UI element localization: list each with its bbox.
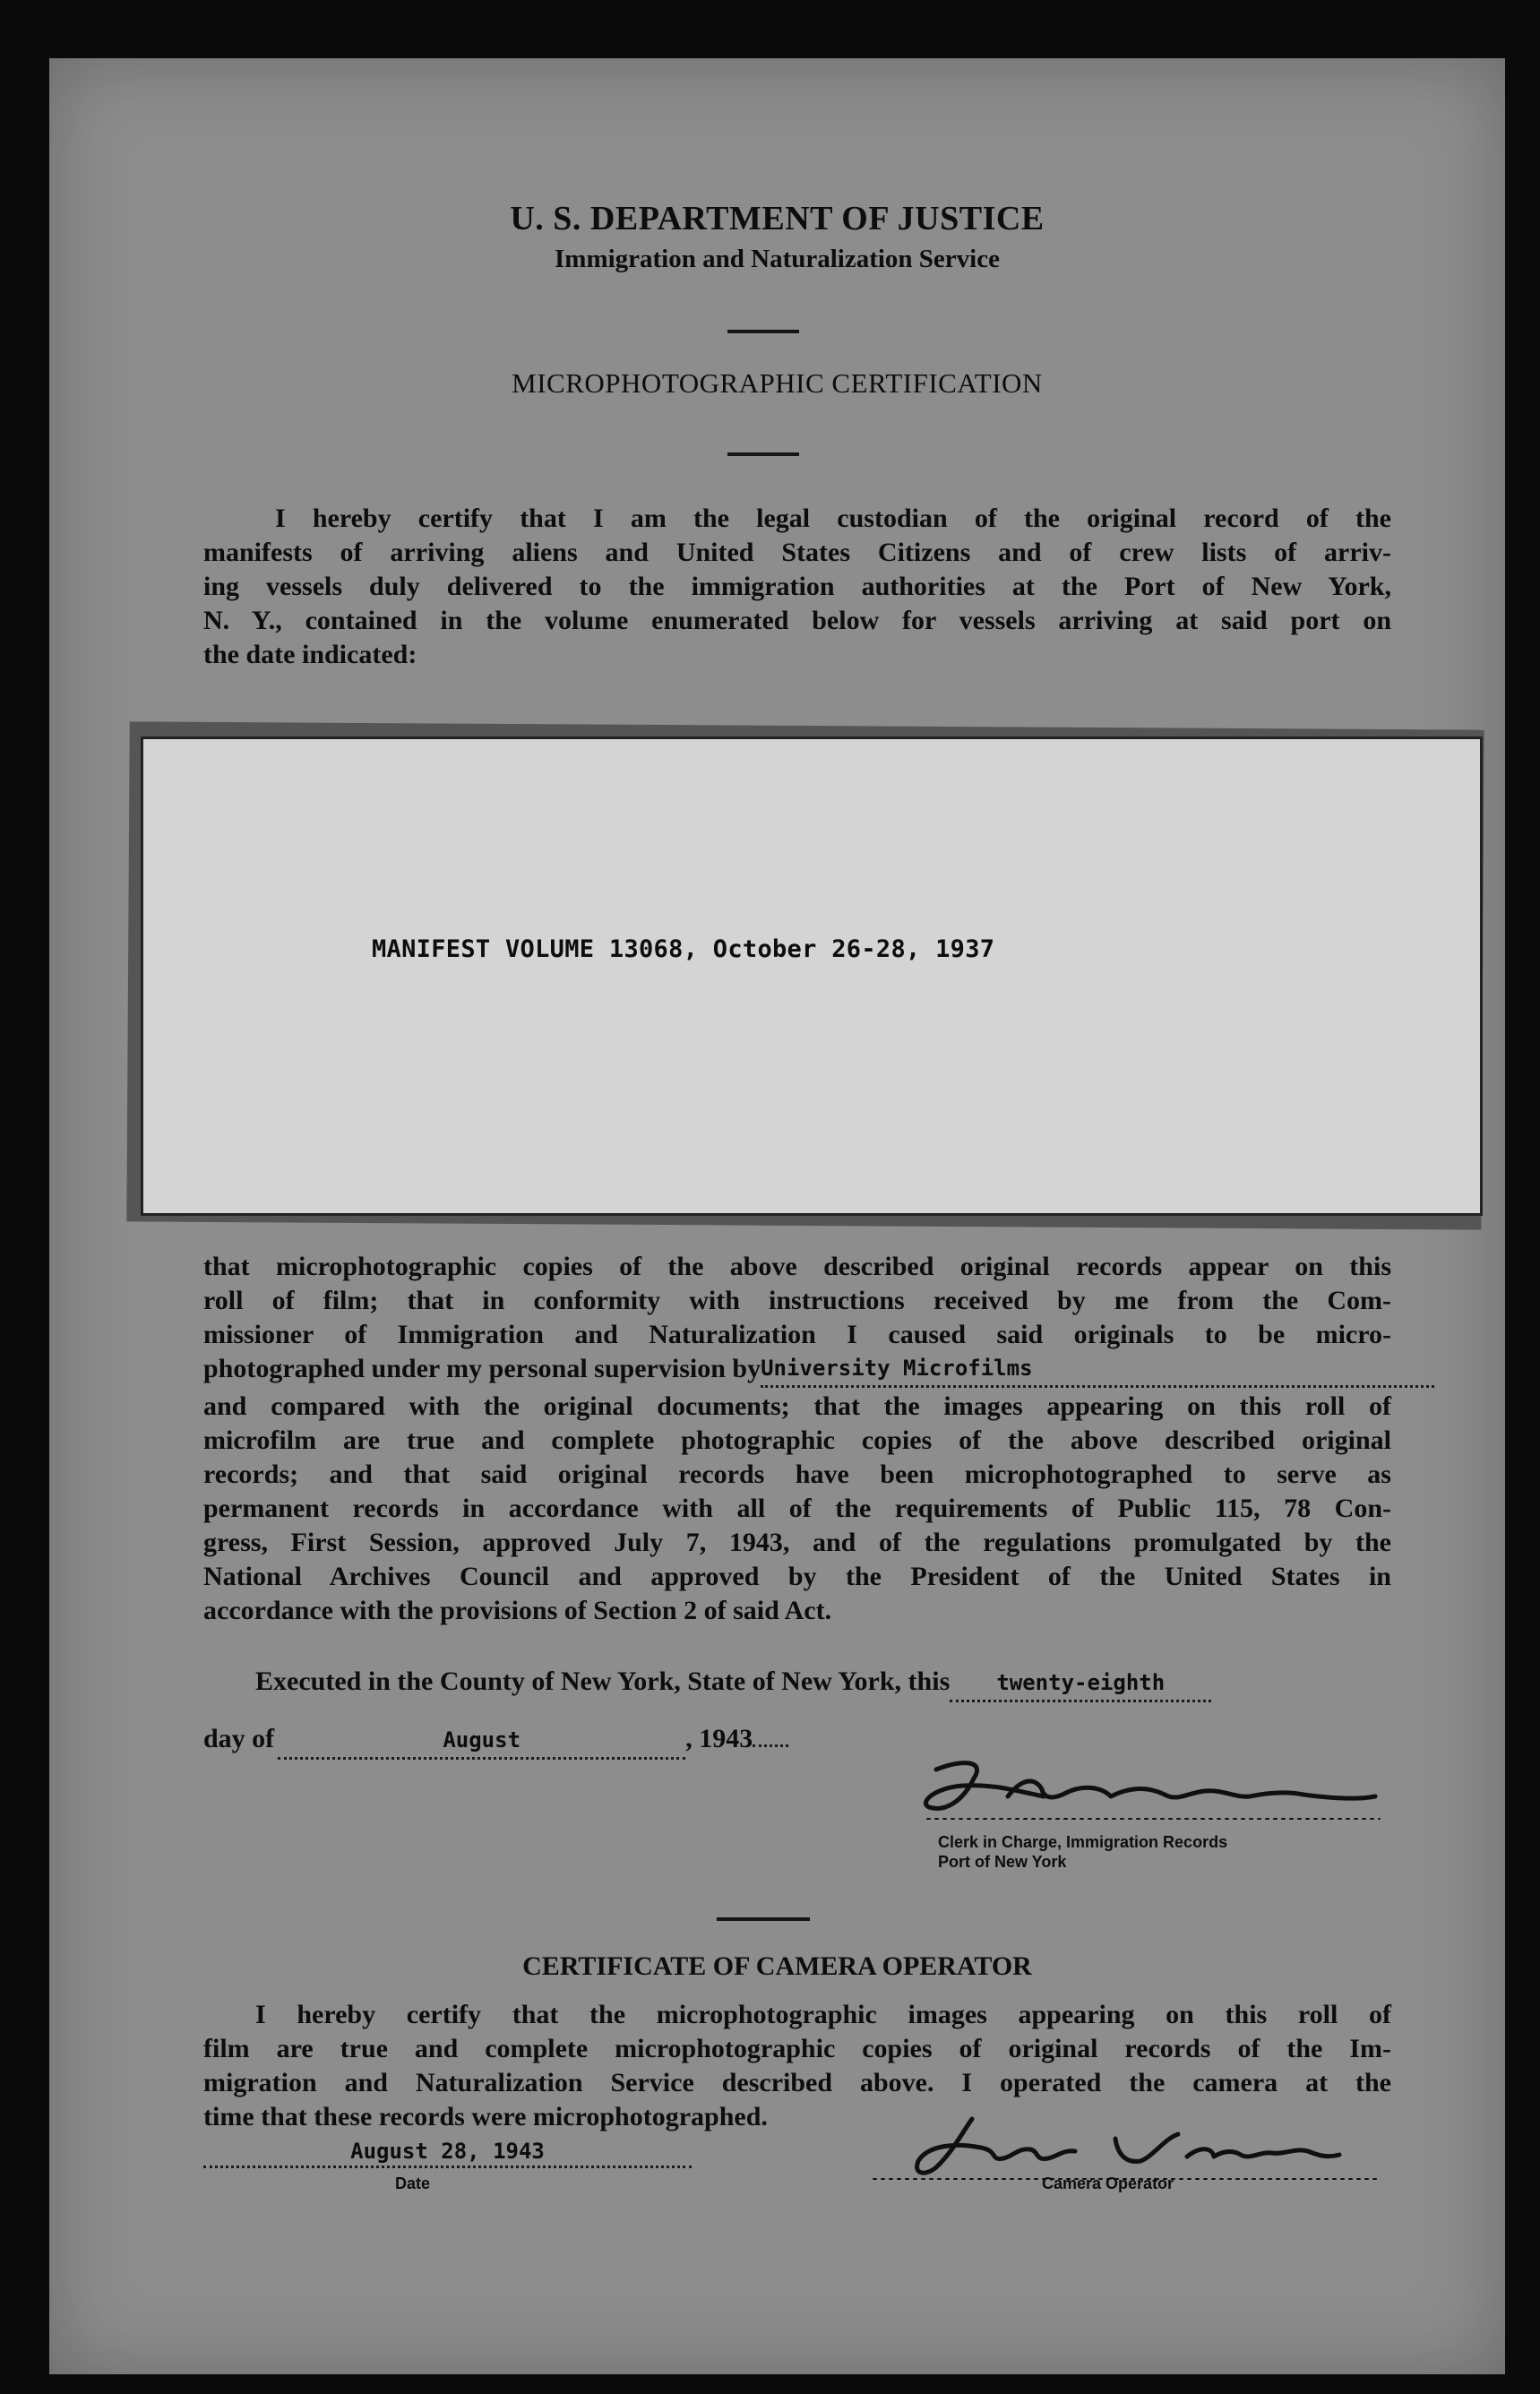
paragraph-line: records; and that said original records have been microphotographed to serve as [203,1460,1391,1489]
manifest-label-card [141,736,1483,1216]
month-field [278,1722,685,1760]
date-field [203,2139,692,2168]
executed-day-value: twenty-eighth [996,1670,1166,1695]
certification-title: MICROPHOTOGRAPHIC CERTIFICATION [512,367,1043,399]
executed-prefix: Executed in the County of New York, State of New York, this [255,1666,951,1696]
paragraph-line: missioner of Immigration and Naturalization I caused said originals to be micro- [203,1320,1391,1349]
supervision-line [203,1352,1391,1390]
camera-operator-label: Camera Operator [1042,2174,1174,2192]
paragraph-line: accordance with the provisions of Section 2 of said Act. [203,1596,832,1625]
department-heading: U. S. DEPARTMENT OF JUSTICE [510,200,1045,237]
divider [717,1917,810,1921]
divider [727,330,799,333]
certificate-page [49,58,1505,2374]
supervision-field [761,1350,1434,1388]
paragraph-line: film are true and complete microphotographic copies of original records of the Im- [203,2034,1391,2063]
year-trail [753,1744,788,1747]
paragraph-line: ing vessels duly delivered to the immigration authorities at the Port of New York, [203,572,1391,601]
paragraph-line: permanent records in accordance with all of the requirements of Public 115, 78 Con- [203,1494,1391,1523]
camera-operator-title: CERTIFICATE OF CAMERA OPERATOR [522,1951,1032,1981]
divider [727,452,799,456]
paragraph-line: roll of film; that in conformity with instructions received by me from the Com- [203,1286,1391,1315]
paragraph-line: gress, First Session, approved July 7, 1943, and of the regulations promulgated by the [203,1528,1391,1557]
date-label: Date [395,2174,431,2192]
day-of-line [203,1722,788,1760]
paragraph-line: migration and Naturalization Service described above. I operated the camera at the [203,2068,1391,2097]
paragraph-line: I hereby certify that the microphotographic images appearing on this roll of [255,2000,1391,2029]
supervision-prefix: photographed under my personal supervision by [203,1354,761,1383]
executed-line [255,1665,1211,1702]
supervision-value: University Microfilms [761,1356,1033,1381]
clerk-title [938,1832,1227,1872]
paragraph-line: the date indicated: [203,640,417,669]
intro-paragraph [203,502,1391,672]
date-value: August 28, 1943 [350,2139,545,2164]
clerk-signature [909,1752,1389,1823]
clerk-title-line: Clerk in Charge, Immigration Records [938,1833,1228,1851]
paragraph-line: manifests of arriving aliens and United States Citizens and of crew lists of arriv- [203,538,1391,567]
year-label: , 1943 [685,1724,753,1753]
manifest-volume-text: MANIFEST VOLUME 13068, October 26-28, 1937 [372,935,995,963]
clerk-port-line: Port of New York [938,1853,1067,1871]
paragraph-line: microfilm are true and complete photographic copies of the above described original [203,1425,1391,1455]
certification-body [203,1250,1391,1628]
paragraph-line: National Archives Council and approved by the President of the United States in [203,1562,1391,1591]
executed-day-field [950,1665,1211,1702]
paragraph-line: I hereby certify that I am the legal custodian of the original record of the [275,504,1391,533]
day-of-label: day of [203,1724,275,1753]
service-subheading: Immigration and Naturalization Service [555,245,1000,273]
paragraph-line: time that these records were microphotographed. [203,2102,768,2131]
camera-operator-signature [856,2112,1393,2183]
month-value: August [443,1727,521,1752]
paragraph-line: N. Y., contained in the volume enumerated below for vessels arriving at said port on [203,606,1391,635]
paragraph-line: and compared with the original documents; that the images appearing on this roll of [203,1391,1391,1421]
paragraph-line: that microphotographic copies of the above described original records appear on this [203,1252,1391,1281]
